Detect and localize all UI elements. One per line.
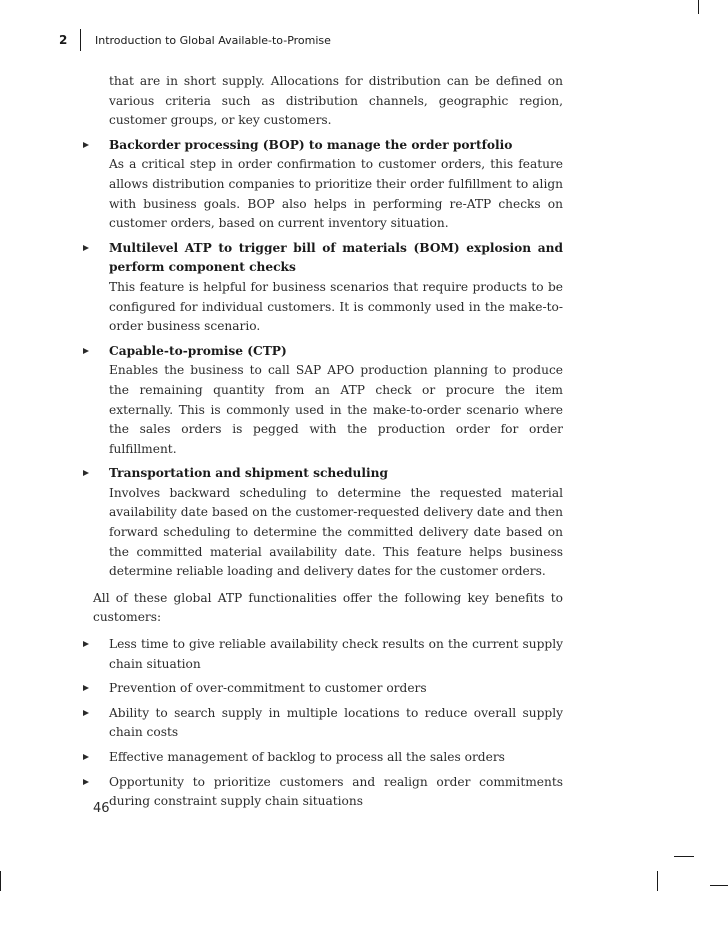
bullet-arrow-icon — [83, 754, 89, 760]
feature-item — [93, 239, 563, 337]
bullet-arrow-icon — [83, 348, 89, 354]
bullet-arrow-icon — [83, 710, 89, 716]
crop-mark-right-upper — [674, 856, 694, 857]
bullet-arrow-icon — [83, 641, 89, 647]
bullet-arrow-icon — [83, 685, 89, 691]
crop-mark-right-lower — [710, 885, 728, 886]
chapter-number: 2 — [59, 33, 68, 47]
benefits-intro: All of these global ATP functionalities offer the following key benefits to customers: — [93, 590, 563, 625]
bullet-arrow-icon — [83, 142, 89, 148]
feature-item — [93, 464, 563, 582]
bullet-arrow-icon — [83, 470, 89, 476]
benefit-item — [93, 635, 563, 674]
page-body — [93, 72, 563, 812]
feature-body: Involves backward scheduling to determine the requested material availability date based on the customer-requested delivery date and then forward scheduling to determine the committed delivery date based on the committed material availability date. This feature helps business determine reliable loading and delivery dates for the customer orders. — [109, 485, 563, 579]
feature-body: As a critical step in order confirmation to customer orders, this feature allows distribution companies to prioritize their order fulfillment to align with business goals. BOP also helps in performing re-ATP checks on customer orders, based on current inventory situation. — [109, 157, 563, 231]
benefit-text: Opportunity to prioritize customers and realign order commitments during constraint supply chain situations — [109, 774, 563, 809]
feature-item — [93, 136, 563, 234]
benefit-text: Prevention of over-commitment to customer orders — [109, 681, 427, 696]
feature-body: Enables the business to call SAP APO production planning to produce the remaining quantity from an ATP check or procure the item externally. This is commonly used in the make-to-order scenario where the sales orders is pegged with the production order for order fulfillment. — [109, 363, 563, 456]
header-divider — [80, 29, 81, 51]
benefit-item — [93, 748, 563, 768]
bullet-arrow-icon — [83, 245, 89, 251]
benefit-item — [93, 704, 563, 743]
benefit-text: Effective management of backlog to process all the sales orders — [109, 750, 505, 764]
page-number: 46 — [93, 801, 110, 816]
benefit-item — [93, 773, 563, 812]
feature-body: This feature is helpful for business scenarios that require products to be configured for individual customers. It is commonly used in the make-to-order business scenario. — [109, 279, 563, 334]
crop-mark-top-right — [698, 0, 699, 14]
feature-title: Transportation and shipment scheduling — [109, 466, 389, 481]
crop-mark-bottom-right — [657, 871, 658, 891]
benefit-item — [93, 679, 563, 699]
feature-title: Capable-to-promise (CTP) — [109, 343, 287, 358]
chapter-title: Introduction to Global Available-to-Promise — [95, 34, 331, 47]
intro-continuation: that are in short supply. Allocations for distribution can be defined on various criteria such as distribution channels, geographic region, customer groups, or key customers. — [109, 74, 563, 128]
feature-title: Multilevel ATP to trigger bill of materials (BOM) explosion and perform component checks — [109, 240, 563, 275]
feature-title: Backorder processing (BOP) to manage the order portfolio — [109, 137, 513, 152]
benefit-text: Less time to give reliable availability check results on the current supply chain situation — [109, 637, 563, 671]
benefit-text: Ability to search supply in multiple locations to reduce overall supply chain costs — [109, 705, 563, 740]
bullet-arrow-icon — [83, 779, 89, 785]
crop-mark-bottom-left — [0, 871, 1, 891]
feature-item — [93, 342, 563, 460]
